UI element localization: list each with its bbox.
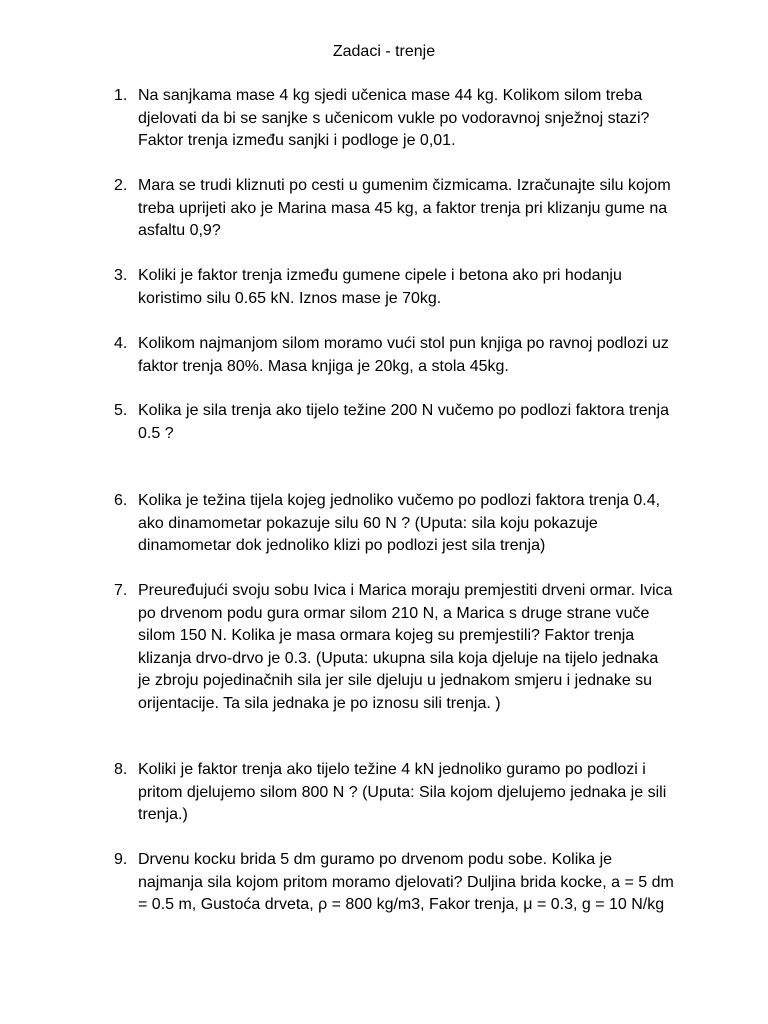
problem-item <box>114 175 674 243</box>
document-title: Zadaci - trenje <box>332 43 436 60</box>
problem-number: 5. <box>114 402 128 419</box>
problem-text: Preuređujući svoju sobu Ivica i Marica moraju premjestiti drveni ormar. Ivica po drvenom podu gura ormar silom 210 N, a Marica s druge strane vuče silom 150 N. Kolika je masa ormara kojeg su premjestili? Faktor trenja klizanja drvo-drvo je 0.3. (Uputa: ukupna sila koja djeluje na tijelo jednaka je zbroju pojedinačnih sila jer sile djeluju u jednakom smjeru i jednake su orijentacije. Ta sila jednaka je po iznosu sili trenja. ) <box>138 582 673 712</box>
problem-item <box>114 400 674 445</box>
problem-text: Kolikom najmanjom silom moramo vući stol pun knjiga po ravnoj podlozi uz faktor trenja 80%. Masa knjiga je 20kg, a stola 45kg. <box>138 335 669 375</box>
problem-item <box>114 490 674 558</box>
problem-number: 1. <box>114 87 128 104</box>
problem-item <box>114 849 674 917</box>
problem-number: 4. <box>114 335 128 352</box>
problem-number: 9. <box>114 851 128 868</box>
problem-text: Mara se trudi kliznuti po cesti u gumenim čizmicama. Izračunajte silu kojom treba uprijeti ako je Marina masa 45 kg, a faktor trenja pri klizanju gume na asfaltu 0,9? <box>138 177 671 240</box>
problem-item <box>114 85 674 153</box>
problem-item <box>114 759 674 827</box>
problem-number: 6. <box>114 492 128 509</box>
problem-number: 7. <box>114 582 128 599</box>
problem-text: Koliki je faktor trenja ako tijelo težine 4 kN jednoliko guramo po podlozi i pritom djelujemo silom 800 N ? (Uputa: Sila kojom djelujemo jednaka je sili trenja.) <box>138 761 667 824</box>
problem-text: Kolika je sila trenja ako tijelo težine 200 N vučemo po podlozi faktora trenja 0.5 ? <box>138 402 669 442</box>
problem-item <box>114 580 674 716</box>
problem-text: Koliki je faktor trenja između gumene cipele i betona ako pri hodanju koristimo silu 0.65 kN. Iznos mase je 70kg. <box>138 267 622 307</box>
problem-text: Kolika je težina tijela kojeg jednoliko vučemo po podlozi faktora trenja 0.4, ako dinamometar pokazuje silu 60 N ? (Uputa: sila koju pokazuje dinamometar dok jednoliko klizi po podlozi jest sila trenja) <box>138 492 661 555</box>
problem-item <box>114 265 674 310</box>
problem-text: Na sanjkama mase 4 kg sjedi učenica mase 44 kg. Kolikom silom treba djelovati da bi se sanjke s učenicom vukle po vodoravnoj snježnoj stazi? Faktor trenja između sanjki i podloge je 0,01. <box>138 87 650 150</box>
problem-item <box>114 333 674 378</box>
problem-number: 2. <box>114 177 128 194</box>
problem-text: Drvenu kocku brida 5 dm guramo po drvenom podu sobe. Kolika je najmanja sila kojom pritom moramo djelovati? Duljina brida kocke, a = 5 dm = 0.5 m, Gustoća drveta, ρ = 800 kg/m3, Fakor trenja, μ = 0.3, g = 10 N/kg <box>138 851 674 914</box>
problem-number: 8. <box>114 761 128 778</box>
problem-number: 3. <box>114 267 128 284</box>
